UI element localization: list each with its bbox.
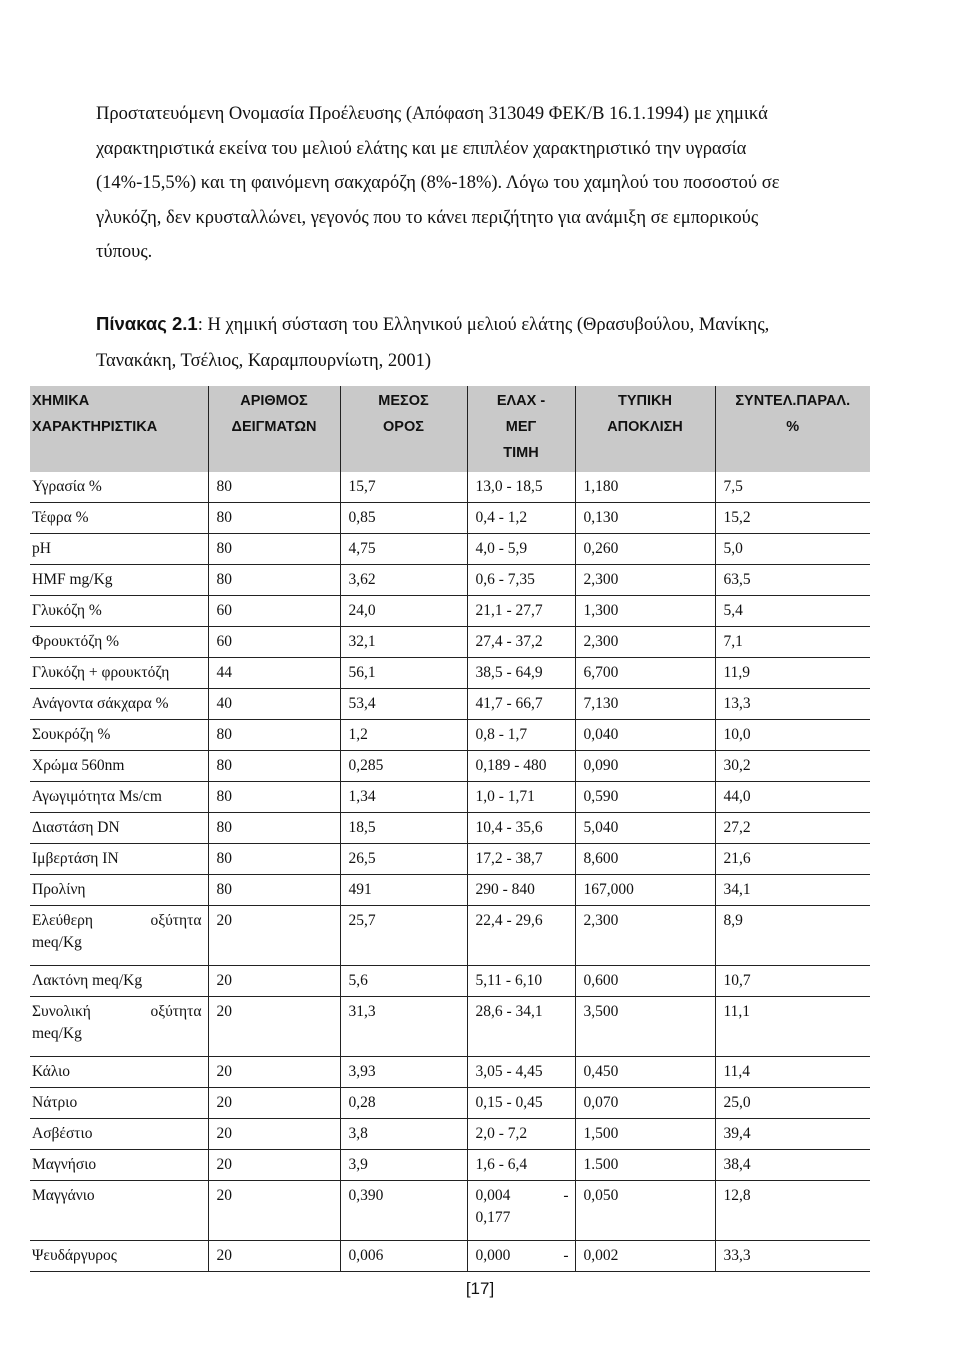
std-deviation-cell: 167,000	[575, 875, 715, 906]
sample-count-cell: 20	[208, 1181, 340, 1241]
range-cell: 1,6 - 6,4	[467, 1150, 575, 1181]
table-row	[30, 596, 870, 627]
std-deviation-cell: 1,300	[575, 596, 715, 627]
range-cell: 38,5 - 64,9	[467, 658, 575, 689]
table-row	[30, 1181, 870, 1241]
mean-cell: 0,85	[340, 503, 467, 534]
range-cell: 3,05 - 4,45	[467, 1057, 575, 1088]
table-row	[30, 813, 870, 844]
mean-cell: 5,6	[340, 966, 467, 997]
sample-count-cell: 80	[208, 751, 340, 782]
header-mean: ΜΕΣΟΣ ΟΡΟΣ	[340, 386, 467, 472]
range-cell: 0,000 -	[467, 1241, 575, 1272]
characteristic-cell: Αγωγιμότητα Ms/cm	[30, 782, 208, 813]
mean-cell: 32,1	[340, 627, 467, 658]
table-row	[30, 906, 870, 966]
std-deviation-cell: 2,300	[575, 906, 715, 966]
range-cell: 0,8 - 1,7	[467, 720, 575, 751]
coefficient-variation-cell: 34,1	[715, 875, 870, 906]
characteristic-cell: Μαγγάνιο	[30, 1181, 208, 1241]
mean-cell: 18,5	[340, 813, 467, 844]
characteristic-cell: Γλυκόζη %	[30, 596, 208, 627]
characteristic-cell: Γλυκόζη + φρουκτόζη	[30, 658, 208, 689]
mean-cell: 53,4	[340, 689, 467, 720]
sample-count-cell: 20	[208, 906, 340, 966]
mean-cell: 31,3	[340, 997, 467, 1057]
coefficient-variation-cell: 63,5	[715, 565, 870, 596]
coefficient-variation-cell: 11,4	[715, 1057, 870, 1088]
coefficient-variation-cell: 38,4	[715, 1150, 870, 1181]
std-deviation-cell: 2,300	[575, 565, 715, 596]
intro-paragraph: Προστατευόμενη Ονομασία Προέλευσης (Απόφαση 313049 ΦΕΚ/Β 16.1.1994) με χημικά χαρακτηριστικά εκείνα του μελιού ελάτης και με επιπλέον χαρακτηριστικό την υγρασία (14%-15,5%) και τη φαινόμενη σακχαρόζη (8%-18%). Λόγω του χαμηλού του ποσοστού σε γλυκόζη, δεν κρυσταλλώνει, γεγονός που το κάνει περιζήτητο για ανάμιξη σε εμπορικούς τύπους.	[96, 104, 780, 262]
table-row	[30, 1241, 870, 1272]
characteristic-cell: Νάτριο	[30, 1088, 208, 1119]
characteristic-cell: Κάλιο	[30, 1057, 208, 1088]
sample-count-cell: 80	[208, 782, 340, 813]
mean-cell: 0,28	[340, 1088, 467, 1119]
mean-cell: 0,285	[340, 751, 467, 782]
characteristic-cell: Ασβέστιο	[30, 1119, 208, 1150]
std-deviation-cell: 2,300	[575, 627, 715, 658]
characteristic-cell: Ελεύθερη οξύτητα meq/Kg	[30, 906, 208, 966]
std-deviation-cell: 0,260	[575, 534, 715, 565]
sample-count-cell: 20	[208, 966, 340, 997]
range-cell: 17,2 - 38,7	[467, 844, 575, 875]
range-cell: 27,4 - 37,2	[467, 627, 575, 658]
mean-cell: 4,75	[340, 534, 467, 565]
std-deviation-cell: 1,500	[575, 1119, 715, 1150]
std-deviation-cell: 0,090	[575, 751, 715, 782]
std-deviation-cell: 1,180	[575, 472, 715, 503]
table-row	[30, 627, 870, 658]
table-row	[30, 689, 870, 720]
std-deviation-cell: 5,040	[575, 813, 715, 844]
coefficient-variation-cell: 10,0	[715, 720, 870, 751]
characteristic-cell: Χρώμα 560nm	[30, 751, 208, 782]
mean-cell: 3,9	[340, 1150, 467, 1181]
std-deviation-cell: 6,700	[575, 658, 715, 689]
caption-text: : Η χημική σύσταση του Ελληνικού μελιού ελάτης (Θρασυβούλου, Μανίκης, Τανακάκη, Τσέλιος, Καραμπουρνίωτη, 2001)	[96, 315, 770, 371]
mean-cell: 56,1	[340, 658, 467, 689]
mean-cell: 0,006	[340, 1241, 467, 1272]
range-cell: 290 - 840	[467, 875, 575, 906]
mean-cell: 1,2	[340, 720, 467, 751]
table-row	[30, 844, 870, 875]
sample-count-cell: 80	[208, 813, 340, 844]
mean-cell: 491	[340, 875, 467, 906]
header-min-max: ΕΛΑΧ - ΜΕΓ ΤΙΜΗ	[467, 386, 575, 472]
table-row	[30, 1057, 870, 1088]
mean-cell: 15,7	[340, 472, 467, 503]
sample-count-cell: 80	[208, 844, 340, 875]
std-deviation-cell: 0,600	[575, 966, 715, 997]
characteristic-cell: Υγρασία %	[30, 472, 208, 503]
sample-count-cell: 80	[208, 875, 340, 906]
sample-count-cell: 20	[208, 1119, 340, 1150]
table-row	[30, 534, 870, 565]
table-row	[30, 782, 870, 813]
mean-cell: 3,8	[340, 1119, 467, 1150]
characteristic-cell: Ανάγοντα σάκχαρα %	[30, 689, 208, 720]
sample-count-cell: 60	[208, 596, 340, 627]
coefficient-variation-cell: 44,0	[715, 782, 870, 813]
table-row	[30, 751, 870, 782]
range-cell: 21,1 - 27,7	[467, 596, 575, 627]
characteristic-cell: Φρουκτόζη %	[30, 627, 208, 658]
mean-cell: 1,34	[340, 782, 467, 813]
range-cell: 41,7 - 66,7	[467, 689, 575, 720]
characteristic-cell: HMF mg/Kg	[30, 565, 208, 596]
std-deviation-cell: 0,040	[575, 720, 715, 751]
table-row	[30, 1150, 870, 1181]
coefficient-variation-cell: 13,3	[715, 689, 870, 720]
coefficient-variation-cell: 30,2	[715, 751, 870, 782]
table-header-row	[30, 386, 870, 472]
range-cell: 1,0 - 1,71	[467, 782, 575, 813]
characteristic-cell: Τέφρα %	[30, 503, 208, 534]
sample-count-cell: 80	[208, 720, 340, 751]
range-cell: 13,0 - 18,5	[467, 472, 575, 503]
sample-count-cell: 20	[208, 1241, 340, 1272]
range-cell: 22,4 - 29,6	[467, 906, 575, 966]
table-row	[30, 966, 870, 997]
mean-cell: 26,5	[340, 844, 467, 875]
characteristic-cell: Προλίνη	[30, 875, 208, 906]
table-caption	[96, 306, 816, 379]
std-deviation-cell: 0,590	[575, 782, 715, 813]
std-deviation-cell: 0,130	[575, 503, 715, 534]
table-row	[30, 565, 870, 596]
coefficient-variation-cell: 33,3	[715, 1241, 870, 1272]
range-cell: 2,0 - 7,2	[467, 1119, 575, 1150]
coefficient-variation-cell: 39,4	[715, 1119, 870, 1150]
sample-count-cell: 80	[208, 534, 340, 565]
header-std-deviation: ΤΥΠΙΚΗ ΑΠΟΚΛΙΣΗ	[575, 386, 715, 472]
characteristic-cell: pH	[30, 534, 208, 565]
caption-label: Πίνακας 2.1	[96, 313, 198, 334]
characteristic-cell: Διαστάση DN	[30, 813, 208, 844]
sample-count-cell: 20	[208, 1057, 340, 1088]
table-row	[30, 875, 870, 906]
range-cell: 0,4 - 1,2	[467, 503, 575, 534]
std-deviation-cell: 3,500	[575, 997, 715, 1057]
characteristic-cell: Μαγνήσιο	[30, 1150, 208, 1181]
composition-table	[30, 386, 870, 1272]
range-cell: 5,11 - 6,10	[467, 966, 575, 997]
std-deviation-cell: 0,070	[575, 1088, 715, 1119]
characteristic-cell: Ψευδάργυρος	[30, 1241, 208, 1272]
coefficient-variation-cell: 27,2	[715, 813, 870, 844]
coefficient-variation-cell: 12,8	[715, 1181, 870, 1241]
range-cell: 0,15 - 0,45	[467, 1088, 575, 1119]
range-cell: 0,004 - 0,177	[467, 1181, 575, 1241]
table-row	[30, 658, 870, 689]
mean-cell: 3,62	[340, 565, 467, 596]
characteristic-cell: Συνολική οξύτητα meq/Kg	[30, 997, 208, 1057]
mean-cell: 24,0	[340, 596, 467, 627]
std-deviation-cell: 0,450	[575, 1057, 715, 1088]
table-row	[30, 997, 870, 1057]
std-deviation-cell: 7,130	[575, 689, 715, 720]
range-cell: 28,6 - 34,1	[467, 997, 575, 1057]
std-deviation-cell: 1.500	[575, 1150, 715, 1181]
header-coefficient-variation: ΣΥΝΤΕΛ.ΠΑΡΑΛ. %	[715, 386, 870, 472]
table-row	[30, 1119, 870, 1150]
range-cell: 0,189 - 480	[467, 751, 575, 782]
mean-cell: 3,93	[340, 1057, 467, 1088]
std-deviation-cell: 8,600	[575, 844, 715, 875]
coefficient-variation-cell: 5,4	[715, 596, 870, 627]
sample-count-cell: 20	[208, 1088, 340, 1119]
range-cell: 10,4 - 35,6	[467, 813, 575, 844]
coefficient-variation-cell: 7,1	[715, 627, 870, 658]
page-number: [17]	[465, 1279, 495, 1298]
table-row	[30, 472, 870, 503]
table-row	[30, 720, 870, 751]
coefficient-variation-cell: 10,7	[715, 966, 870, 997]
characteristic-cell: Σουκρόζη %	[30, 720, 208, 751]
sample-count-cell: 80	[208, 472, 340, 503]
sample-count-cell: 80	[208, 565, 340, 596]
sample-count-cell: 40	[208, 689, 340, 720]
coefficient-variation-cell: 5,0	[715, 534, 870, 565]
header-sample-count: ΑΡΙΘΜΟΣ ΔΕΙΓΜΑΤΩΝ	[208, 386, 340, 472]
range-cell: 4,0 - 5,9	[467, 534, 575, 565]
coefficient-variation-cell: 11,1	[715, 997, 870, 1057]
range-cell: 0,6 - 7,35	[467, 565, 575, 596]
std-deviation-cell: 0,002	[575, 1241, 715, 1272]
coefficient-variation-cell: 11,9	[715, 658, 870, 689]
header-chemical-characteristics: ΧΗΜΙΚΑ ΧΑΡΑΚΤΗΡΙΣΤΙΚΑ	[30, 386, 208, 472]
mean-cell: 25,7	[340, 906, 467, 966]
sample-count-cell: 60	[208, 627, 340, 658]
sample-count-cell: 20	[208, 997, 340, 1057]
sample-count-cell: 20	[208, 1150, 340, 1181]
coefficient-variation-cell: 15,2	[715, 503, 870, 534]
table-row	[30, 1088, 870, 1119]
coefficient-variation-cell: 7,5	[715, 472, 870, 503]
sample-count-cell: 80	[208, 503, 340, 534]
coefficient-variation-cell: 21,6	[715, 844, 870, 875]
coefficient-variation-cell: 25,0	[715, 1088, 870, 1119]
characteristic-cell: Ιμβερτάση IN	[30, 844, 208, 875]
sample-count-cell: 44	[208, 658, 340, 689]
mean-cell: 0,390	[340, 1181, 467, 1241]
table-row	[30, 503, 870, 534]
std-deviation-cell: 0,050	[575, 1181, 715, 1241]
characteristic-cell: Λακτόνη meq/Kg	[30, 966, 208, 997]
coefficient-variation-cell: 8,9	[715, 906, 870, 966]
